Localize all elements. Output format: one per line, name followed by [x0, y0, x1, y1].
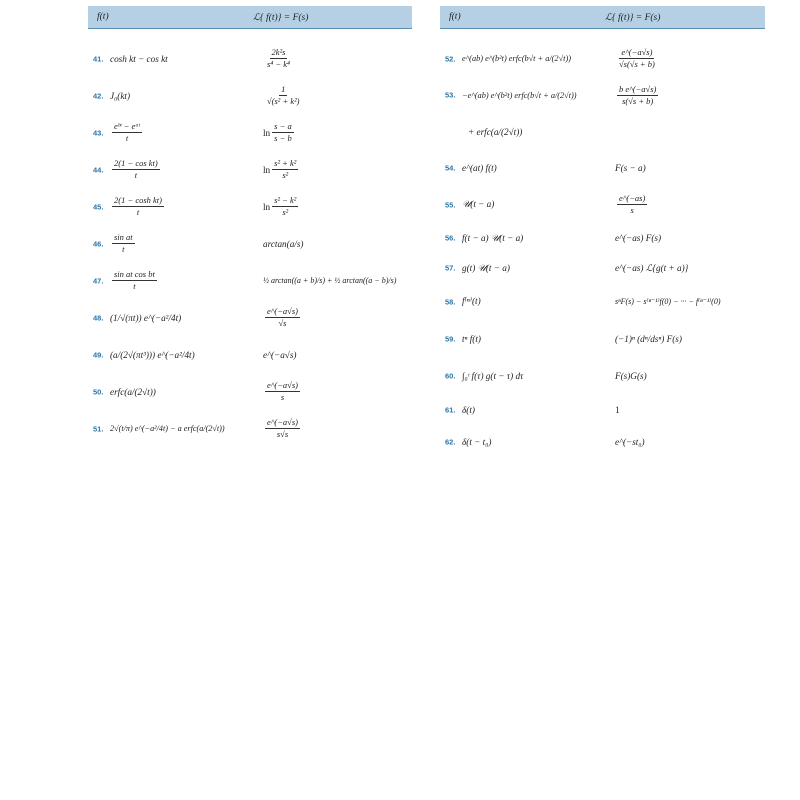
entry-f: g(t) 𝒰(t − a): [462, 262, 510, 273]
header-F: ℒ{ f(t)} = F(s): [605, 12, 661, 23]
entry-number: 42.: [93, 91, 104, 100]
entry-f-continuation: + erfc(a/(2√t)): [468, 126, 523, 137]
entry-F: arctan(a/s): [263, 238, 304, 249]
entry-number: 44.: [93, 165, 104, 174]
entry-F: sⁿF(s) − s⁽ⁿ⁻¹⁾f(0) − ··· − f⁽ⁿ⁻¹⁾(0): [615, 297, 721, 306]
table-row: [88, 77, 412, 114]
entry-f: δ(t): [462, 405, 475, 415]
table-row: [88, 410, 412, 447]
table-row: [88, 225, 412, 262]
left-table: [88, 6, 412, 447]
entry-f: f⁽ⁿ⁾(t): [462, 296, 481, 306]
entry-F: e^(−st₀): [615, 437, 645, 447]
entry-number: 55.: [445, 200, 456, 209]
entry-F: e^(−a√s): [263, 349, 297, 360]
table-row: [88, 373, 412, 410]
entry-number: 62.: [445, 437, 456, 447]
table-row: [88, 299, 412, 336]
fraction: $\frac{e\^{}(-a√s)}{√s(√s + b)}$: [619, 47, 655, 69]
entry-F: [263, 40, 294, 77]
right-table-header: [440, 6, 765, 29]
entry-F: [263, 410, 302, 447]
left-table-header: [88, 6, 412, 29]
entry-f: f(t − a) 𝒰(t − a): [462, 232, 524, 243]
entry-number: 45.: [93, 202, 104, 211]
entry-f: e^(ab) e^(b²t) erfc(b√t + a/(2√t)): [462, 54, 571, 63]
table-row: [88, 40, 412, 77]
entry-f: [110, 262, 159, 299]
entry-f: [110, 151, 162, 188]
entry-F: [615, 40, 659, 77]
fraction: $\frac{e\^{}(-a√s)}{√s}$: [267, 306, 298, 328]
right-table: [440, 6, 765, 458]
entry-number: 46.: [93, 239, 104, 248]
entry-F: [263, 77, 304, 114]
entry-number: 48.: [93, 313, 104, 322]
table-row: [440, 357, 765, 394]
fraction: $\frac{\text{sin at cos bt}}{t}$: [114, 269, 155, 291]
entry-F: e^(−as) ℒ{g(t + a)}: [615, 262, 689, 273]
fraction: $\frac{\text{2(1 − cosh kt)}}{t}$: [114, 195, 162, 217]
entry-F: [615, 186, 649, 223]
entry-f: cosh kt − cos kt: [110, 53, 168, 64]
fraction: $\frac{\text{2(1 − cos kt)}}{t}$: [114, 158, 158, 180]
header-F: ℒ{ f(t)} = F(s): [253, 12, 309, 23]
entry-number: 52.: [445, 54, 456, 63]
fraction: $\frac{1}{\text{√(s² + k²)}}$: [267, 84, 300, 106]
fraction: $\frac{\text{eᵇᵗ − eᵃᵗ}}{t}$: [114, 121, 141, 143]
entry-F: (−1)ⁿ (dⁿ/dsⁿ) F(s): [615, 333, 682, 344]
table-row: [440, 186, 765, 223]
entry-F: 1: [615, 405, 620, 415]
entry-F: F(s)G(s): [615, 370, 647, 381]
header-f: f(t): [97, 12, 109, 22]
table-row: [88, 188, 412, 225]
entry-number: 58.: [445, 297, 456, 306]
entry-f: (1/√(πt)) e^(−a²/4t): [110, 312, 182, 323]
fraction: $\frac{\text{sin at}}{t}$: [114, 232, 133, 254]
entry-f: (a/(2√(πt³))) e^(−a²/4t): [110, 349, 195, 360]
entry-F: ln $\frac{\text{s² + k²}}{\text{s²}}$: [263, 158, 297, 180]
entry-f: ∫₀ᵗ f(τ) g(t − τ) dτ: [462, 370, 524, 381]
table-row: [88, 262, 412, 299]
entry-f: [110, 225, 137, 262]
entry-number: 49.: [93, 350, 104, 359]
fraction: $\frac{\text{b e\textasciicircum{}(−a√s)}}{s(√s + b)}$: [619, 84, 657, 106]
entry-f: δ(t − t₀): [462, 437, 492, 447]
entry-F: ln $\frac{s - a}{s - b}$: [263, 121, 292, 143]
fraction: $\frac{e\^{}(-a√s)}{s}$: [267, 380, 298, 402]
table-row: [440, 394, 765, 426]
fraction: $\frac{\text{s² − k²}}{\text{s²}}$: [274, 195, 297, 217]
entry-number: 50.: [93, 387, 104, 396]
table-row: [440, 40, 765, 77]
entry-F: [263, 299, 302, 336]
table-row: [440, 283, 765, 320]
entry-f: erfc(a/(2√t)): [110, 386, 156, 397]
entry-number: 41.: [93, 54, 104, 63]
entry-number: 56.: [445, 233, 456, 243]
entry-f: tⁿ f(t): [462, 333, 481, 344]
entry-number: 51.: [93, 424, 104, 433]
entry-f: −e^(ab) e^(b²t) erfc(b√t + a/(2√t)): [462, 91, 577, 100]
fraction: $\frac{\text{s² + k²}}{\text{s²}}$: [274, 158, 297, 180]
entry-F: F(s − a): [615, 162, 646, 173]
fraction: $\frac{e\^{}(-as)}{s}$: [619, 193, 646, 215]
table-row: [88, 114, 412, 151]
fraction: $\frac{\text{2k²s}}{\text{s⁴ − k⁴}}$: [267, 47, 290, 69]
fraction: $\frac{s - a}{s - b}$: [274, 121, 292, 143]
entry-number: 61.: [445, 405, 456, 415]
entry-F: ½ arctan((a + b)/s) + ½ arctan((a − b)/s): [263, 276, 397, 285]
entry-F: [263, 373, 302, 410]
entry-F: e^(−as) F(s): [615, 233, 662, 243]
entry-number: 60.: [445, 371, 456, 380]
table-row: [440, 77, 765, 149]
table-row: [88, 151, 412, 188]
entry-number: 54.: [445, 163, 456, 172]
fraction: $\frac{e\^{}(-a√s)}{s√s}$: [267, 417, 298, 439]
entry-F: ln $\frac{\text{s² − k²}}{\text{s²}}$: [263, 195, 297, 217]
entry-f: [110, 114, 144, 151]
table-row: [440, 426, 765, 458]
entry-number: 57.: [445, 263, 456, 273]
table-row: [440, 253, 765, 283]
table-row: [440, 320, 765, 357]
entry-f: e^(at) f(t): [462, 162, 497, 173]
entry-f: [110, 188, 166, 225]
table-row: [88, 336, 412, 373]
entry-f: 𝒰(t − a): [462, 199, 495, 209]
entry-number: 43.: [93, 128, 104, 137]
entry-number: 59.: [445, 334, 456, 343]
entry-number: 53.: [445, 90, 456, 100]
header-f: f(t): [449, 12, 461, 22]
entry-F: [615, 77, 660, 114]
table-row: [440, 149, 765, 186]
table-row: [440, 223, 765, 253]
entry-number: 47.: [93, 276, 104, 285]
entry-f: J₀(kt): [110, 90, 131, 101]
entry-f: 2√(t/π) e^(−a²/4t) − a erfc(a/(2√t)): [110, 424, 225, 433]
